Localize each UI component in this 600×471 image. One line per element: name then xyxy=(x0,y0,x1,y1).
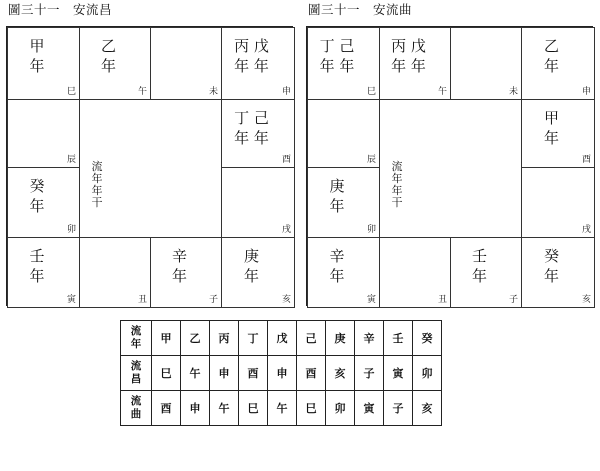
palace-wei xyxy=(150,27,222,100)
row-header xyxy=(121,321,152,356)
table-cell: 亥 xyxy=(413,391,442,426)
stem-line: 庚 xyxy=(243,247,259,265)
heavenly-stem-label xyxy=(80,36,137,76)
stem-line: 年 xyxy=(100,57,116,75)
table-cell: 乙 xyxy=(181,321,210,356)
earthly-branch-label: 丑 xyxy=(137,295,147,305)
palace-chen xyxy=(307,99,380,168)
earthly-branch-label: 亥 xyxy=(281,295,291,305)
stem-line: 年 年 xyxy=(319,57,355,75)
table-cell: 辛 xyxy=(355,321,384,356)
table-cell: 甲 xyxy=(152,321,181,356)
stem-line: 辛 xyxy=(171,247,187,265)
stem-line: 年 xyxy=(29,197,45,215)
right-palace-chart xyxy=(306,26,593,306)
stem-line: 年 xyxy=(543,57,559,75)
palace-si xyxy=(7,27,80,100)
table-cell: 子 xyxy=(355,356,384,391)
heavenly-stem-label xyxy=(522,108,581,148)
stem-line: 年 xyxy=(329,197,345,215)
heavenly-stem-label xyxy=(522,246,581,286)
heavenly-stem-label xyxy=(451,246,508,286)
palace-hai xyxy=(521,237,595,308)
earthly-branch-label: 酉 xyxy=(581,155,591,165)
table-cell: 午 xyxy=(268,391,297,426)
table-cell: 申 xyxy=(210,356,239,391)
palace-hai xyxy=(221,237,295,308)
palace-mao xyxy=(7,167,80,238)
row-header-char: 昌 xyxy=(130,373,142,385)
table-cell: 子 xyxy=(384,391,413,426)
stem-line: 丁 己 xyxy=(234,109,269,127)
stem-line: 年 年 xyxy=(234,129,269,147)
stem-line: 癸 xyxy=(543,247,559,265)
palace-shen xyxy=(221,27,295,100)
stem-line: 年 年 xyxy=(234,57,269,75)
stem-line: 壬 xyxy=(471,247,487,265)
row-header-char: 年 xyxy=(130,338,142,350)
stem-line: 年 xyxy=(543,267,559,285)
table-cell: 丁 xyxy=(239,321,268,356)
table-cell: 申 xyxy=(268,356,297,391)
earthly-branch-label: 午 xyxy=(437,87,447,97)
row-header-char: 流 xyxy=(130,360,142,372)
palace-wei xyxy=(450,27,522,100)
heavenly-stem-label xyxy=(308,246,366,286)
palace-yin xyxy=(307,237,380,308)
earthly-branch-label: 申 xyxy=(581,87,591,97)
earthly-branch-label: 辰 xyxy=(366,155,376,165)
stem-line: 年 xyxy=(171,267,187,285)
earthly-branch-label: 亥 xyxy=(581,295,591,305)
earthly-branch-label: 子 xyxy=(508,295,518,305)
row-header xyxy=(121,356,152,391)
stem-line: 癸 xyxy=(29,177,45,195)
heavenly-stem-label xyxy=(8,176,66,216)
earthly-branch-label: 未 xyxy=(508,87,518,97)
heavenly-stem-label xyxy=(222,108,281,148)
palace-chou xyxy=(379,237,451,308)
heavenly-stem-label xyxy=(522,36,581,76)
table-cell: 酉 xyxy=(152,391,181,426)
table-cell: 午 xyxy=(181,356,210,391)
palace-xu xyxy=(521,167,595,238)
stem-line: 年 年 xyxy=(391,57,426,75)
table-cell: 酉 xyxy=(239,356,268,391)
table-cell: 酉 xyxy=(297,356,326,391)
stem-line: 丙 戊 xyxy=(391,37,426,55)
row-header-char: 流 xyxy=(130,395,142,407)
stem-line: 年 xyxy=(29,267,45,285)
stem-line: 年 xyxy=(329,267,345,285)
stem-line: 年 xyxy=(243,267,259,285)
table-cell: 卯 xyxy=(413,356,442,391)
table-cell: 巳 xyxy=(152,356,181,391)
earthly-branch-label: 子 xyxy=(208,295,218,305)
table-cell: 申 xyxy=(181,391,210,426)
right-figure-title: 圖三十一 安流曲 xyxy=(308,2,413,17)
heavenly-stem-label xyxy=(308,176,366,216)
table-row xyxy=(121,356,442,391)
earthly-branch-label: 未 xyxy=(208,87,218,97)
table-cell: 巳 xyxy=(239,391,268,426)
palace-chen xyxy=(7,99,80,168)
earthly-branch-label: 丑 xyxy=(437,295,447,305)
stem-line: 丙 戊 xyxy=(234,37,269,55)
table-cell: 丙 xyxy=(210,321,239,356)
center-label: 流年年干 xyxy=(91,160,103,209)
palace-si xyxy=(307,27,380,100)
heavenly-stem-label xyxy=(222,36,281,76)
palace-shen xyxy=(521,27,595,100)
earthly-branch-label: 卯 xyxy=(366,225,376,235)
table-cell: 壬 xyxy=(384,321,413,356)
table-cell: 庚 xyxy=(326,321,355,356)
earthly-branch-label: 卯 xyxy=(66,225,76,235)
stem-line: 年 xyxy=(29,57,45,75)
heavenly-stem-label xyxy=(380,36,437,76)
earthly-branch-label: 戌 xyxy=(281,225,291,235)
stem-line: 甲 xyxy=(543,109,559,127)
earthly-branch-label: 巳 xyxy=(66,87,76,97)
table-row xyxy=(121,391,442,426)
table-cell: 寅 xyxy=(384,356,413,391)
palace-chou xyxy=(79,237,151,308)
heavenly-stem-label xyxy=(8,246,66,286)
heavenly-stem-label xyxy=(8,36,66,76)
palace-you xyxy=(221,99,295,168)
earthly-branch-label: 寅 xyxy=(66,295,76,305)
palace-zi xyxy=(450,237,522,308)
stem-line: 年 xyxy=(543,129,559,147)
table-cell: 己 xyxy=(297,321,326,356)
earthly-branch-label: 申 xyxy=(281,87,291,97)
stem-line: 丁 己 xyxy=(319,37,355,55)
palace-zi xyxy=(150,237,222,308)
palace-wu xyxy=(79,27,151,100)
earthly-branch-label: 酉 xyxy=(281,155,291,165)
table-cell: 戊 xyxy=(268,321,297,356)
row-header xyxy=(121,391,152,426)
palace-mao xyxy=(307,167,380,238)
stem-line: 年 xyxy=(471,267,487,285)
palace-you xyxy=(521,99,595,168)
heavenly-stem-label xyxy=(308,36,366,76)
table-cell: 卯 xyxy=(326,391,355,426)
row-header-char: 流 xyxy=(130,325,142,337)
table-cell: 亥 xyxy=(326,356,355,391)
earthly-branch-label: 午 xyxy=(137,87,147,97)
center-label: 流年年干 xyxy=(391,160,403,209)
table-cell: 癸 xyxy=(413,321,442,356)
table-cell: 午 xyxy=(210,391,239,426)
earthly-branch-label: 巳 xyxy=(366,87,376,97)
palace-yin xyxy=(7,237,80,308)
earthly-branch-label: 戌 xyxy=(581,225,591,235)
palace-xu xyxy=(221,167,295,238)
star-lookup-table xyxy=(120,320,442,426)
stem-line: 乙 xyxy=(100,37,116,55)
table-cell: 寅 xyxy=(355,391,384,426)
stem-line: 甲 xyxy=(29,37,45,55)
earthly-branch-label: 辰 xyxy=(66,155,76,165)
heavenly-stem-label xyxy=(151,246,208,286)
stem-line: 壬 xyxy=(29,247,45,265)
stem-line: 庚 xyxy=(329,177,345,195)
left-palace-chart xyxy=(6,26,293,306)
row-header-char: 曲 xyxy=(130,408,142,420)
stem-line: 辛 xyxy=(329,247,345,265)
table-cell: 巳 xyxy=(297,391,326,426)
earthly-branch-label: 寅 xyxy=(366,295,376,305)
heavenly-stem-label xyxy=(222,246,281,286)
left-figure-title: 圖三十一 安流昌 xyxy=(8,2,113,17)
table-row xyxy=(121,321,442,356)
palace-wu xyxy=(379,27,451,100)
stem-line: 乙 xyxy=(543,37,559,55)
